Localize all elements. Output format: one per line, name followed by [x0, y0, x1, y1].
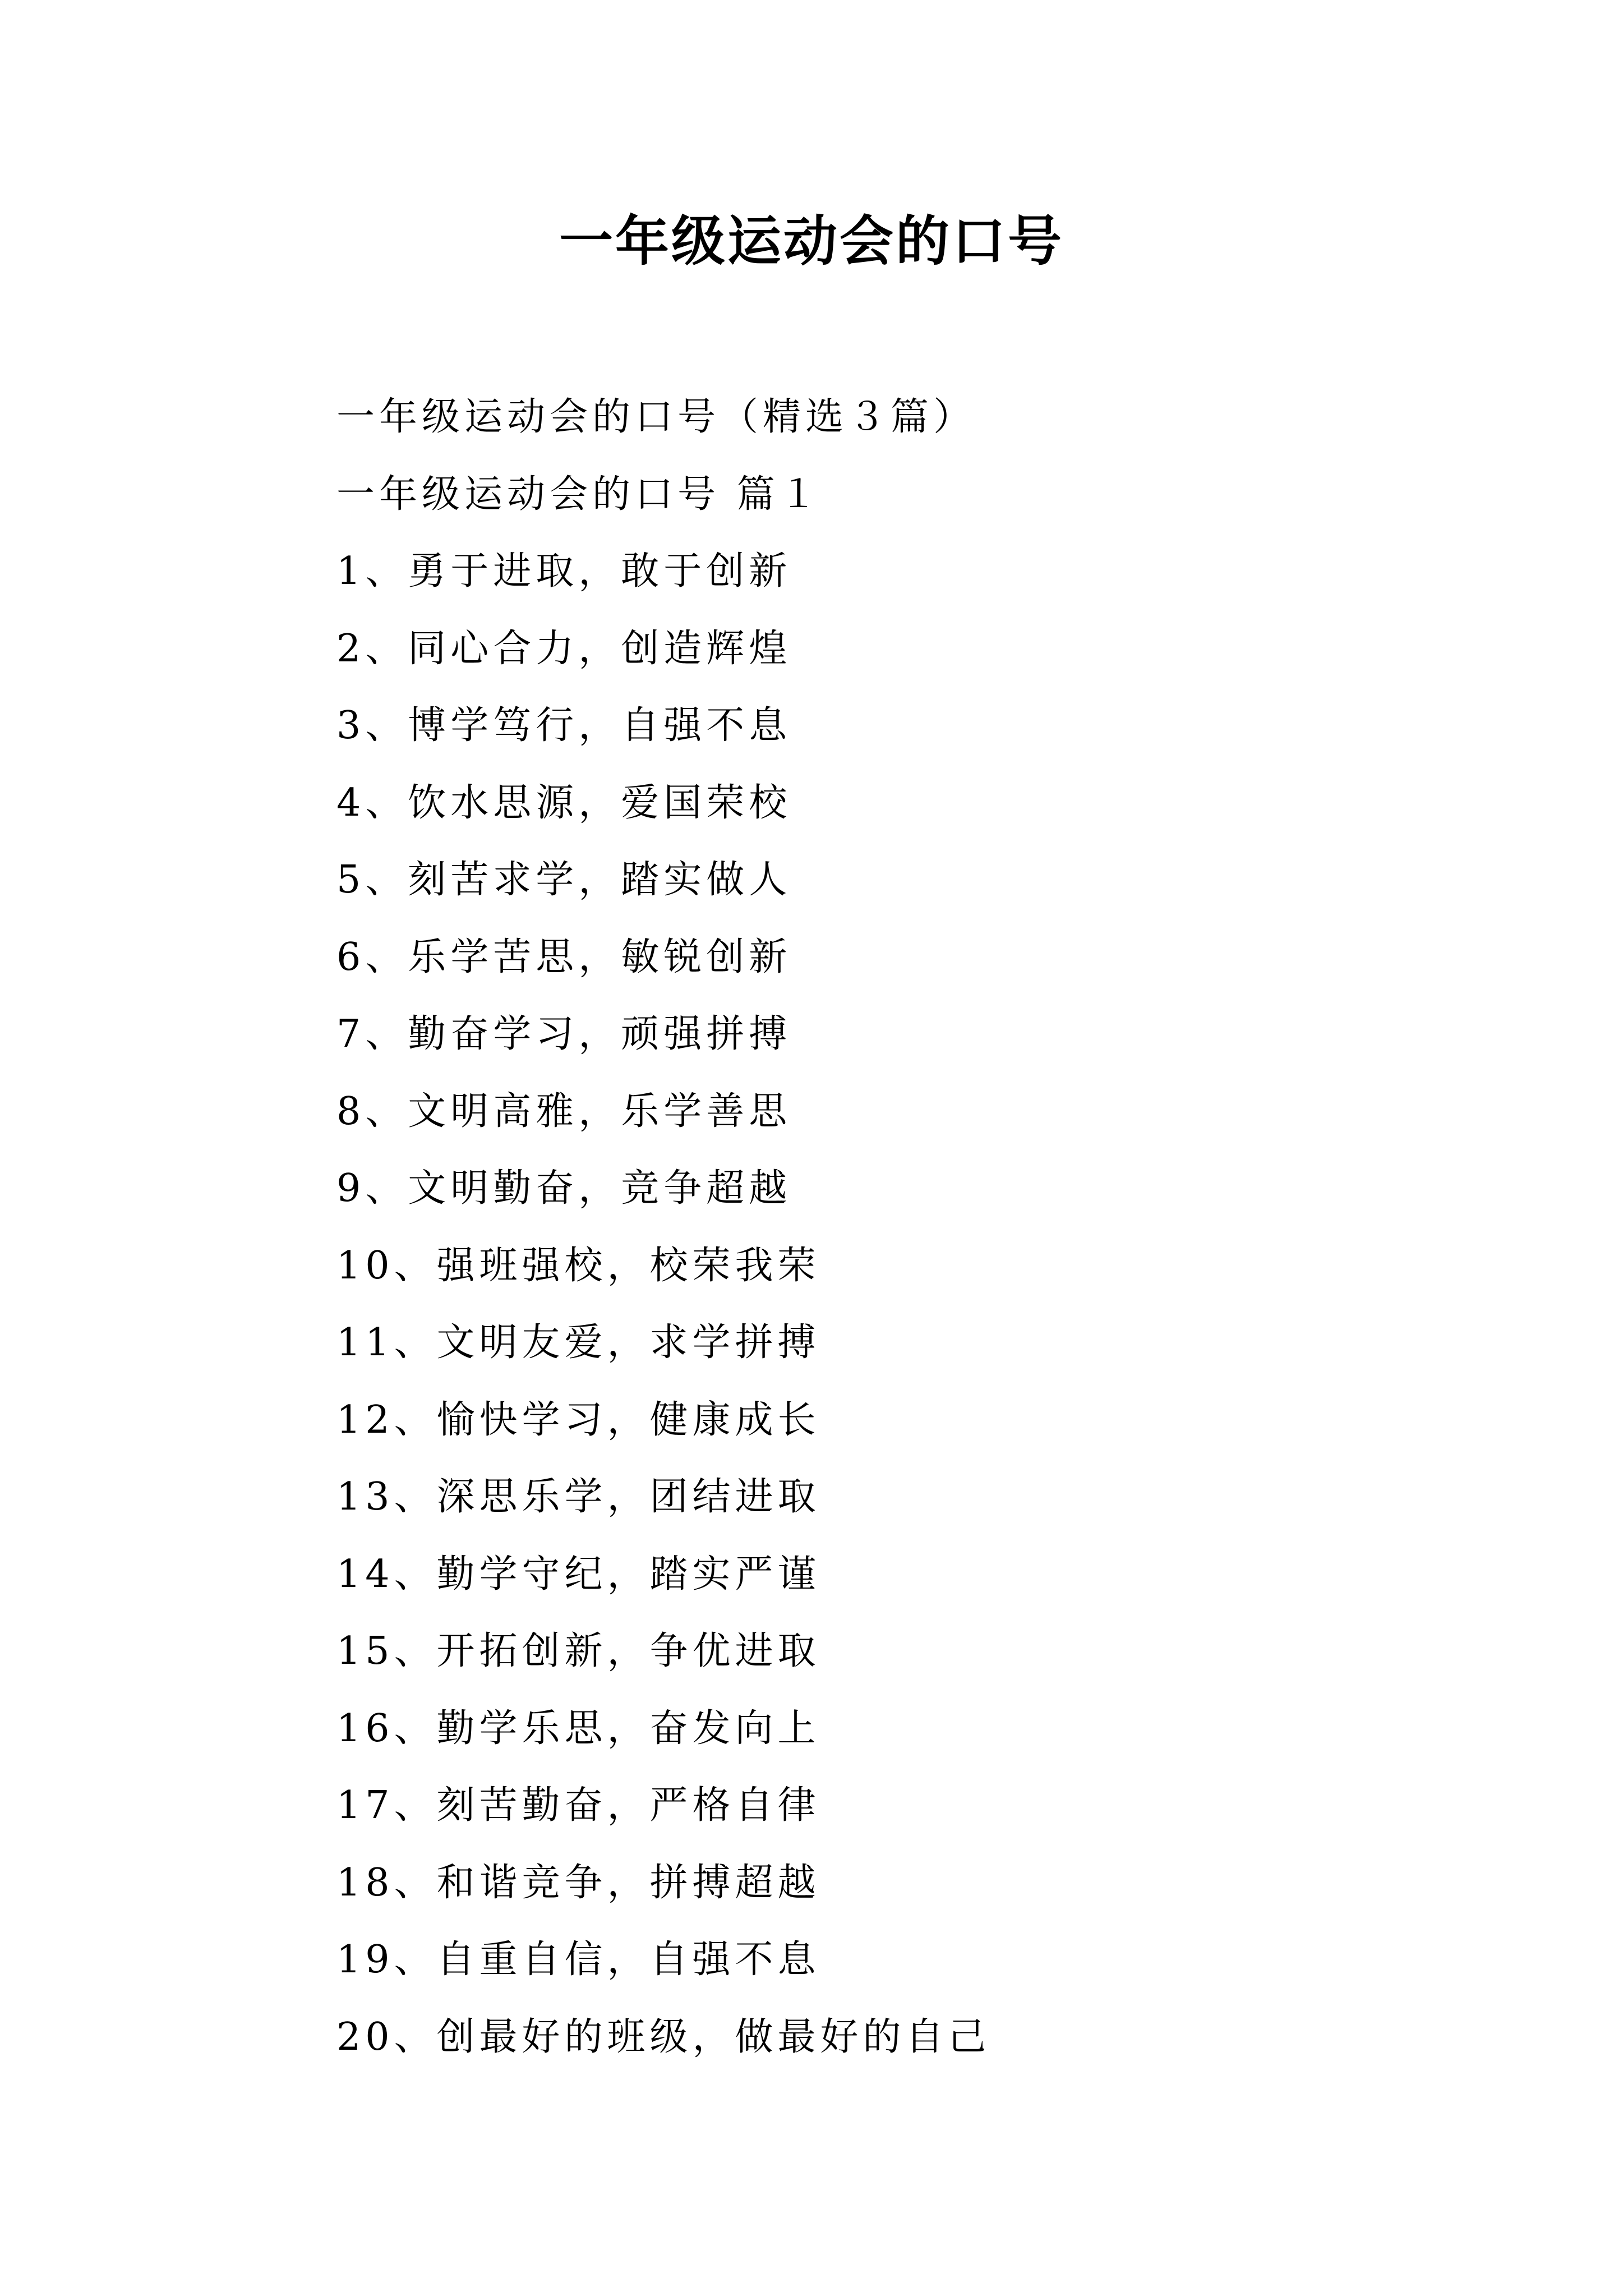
document-title: 一年级运动会的口号: [559, 209, 1064, 273]
document-subtitle: 一年级运动会的口号（精选３篇）: [336, 395, 976, 439]
slogan-item: 12、愉快学习，健康成长: [336, 1397, 820, 1442]
slogan-item: 7、勤奋学习，顽强拼搏: [336, 1012, 792, 1056]
slogan-item: 13、深思乐学，团结进取: [336, 1475, 820, 1519]
slogan-item: 18、和谐竞争，拼搏超越: [336, 1860, 820, 1905]
slogan-item: 11、文明友爱，求学拼搏: [336, 1320, 820, 1365]
document-body: [336, 379, 1514, 2076]
slogan-item: 1、勇于进取，敢于创新: [336, 549, 792, 593]
slogan-item: 4、饮水思源，爱国荣校: [336, 780, 792, 825]
slogan-item: 16、勤学乐思，奋发向上: [336, 1706, 820, 1751]
slogan-item: 19、自重自信，自强不息: [336, 1938, 820, 1982]
slogan-item: 15、开拓创新，争优进取: [336, 1629, 820, 1673]
slogan-item: 8、文明高雅，乐学善思: [336, 1089, 792, 1134]
slogan-item: 2、同心合力，创造辉煌: [336, 626, 792, 671]
slogan-item: 10、强班强校，校荣我荣: [336, 1243, 820, 1288]
slogan-item: 20、创最好的班级，做最好的自己: [336, 2014, 991, 2059]
section-heading: 一年级运动会的口号 篇１: [336, 472, 822, 517]
slogan-item: 6、乐学苦思，敏锐创新: [336, 935, 792, 979]
slogan-item: 9、文明勤奋，竞争超越: [336, 1166, 792, 1211]
slogan-item: 3、博学笃行，自强不息: [336, 703, 792, 748]
slogan-item: 17、刻苦勤奋，严格自律: [336, 1783, 820, 1828]
slogan-item: 14、勤学守纪，踏实严谨: [336, 1552, 820, 1596]
slogan-item: 5、刻苦求学，踏实做人: [336, 858, 792, 902]
